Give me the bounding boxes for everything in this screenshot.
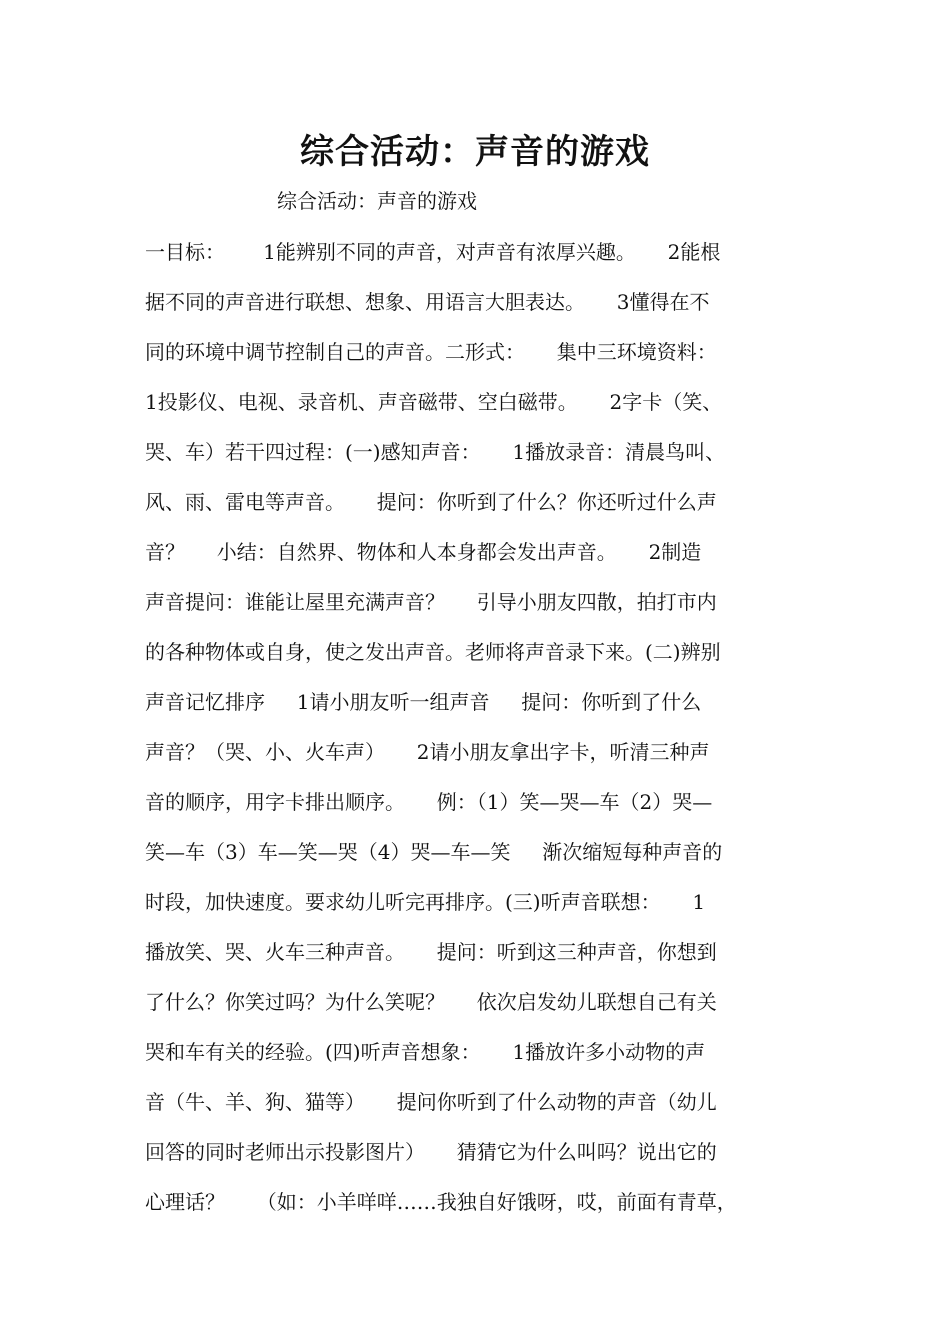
text-line: 音的顺序，用字卡排出顺序。 例：（1）笑—哭—车（2）哭—: [145, 790, 713, 814]
text-line: 1投影仪、电视、录音机、声音磁带、空白磁带。 2字卡（笑、: [145, 390, 723, 414]
text-line: 风、雨、雷电等声音。 提问：你听到了什么？你还听过什么声: [145, 490, 717, 514]
text-line: 音（牛、羊、狗、猫等） 提问你听到了什么动物的声音（幼儿: [145, 1090, 717, 1114]
text-line: 哭、车）若干四过程：(一)感知声音： 1播放录音：清晨鸟叫、: [145, 440, 726, 464]
text-line: 时段，加快速度。要求幼儿听完再排序。(三)听声音联想： 1: [145, 890, 706, 914]
text-line: 声音记忆排序 1请小朋友听一组声音 提问：你听到了什么: [145, 690, 702, 714]
text-line: 同的环境中调节控制自己的声音。二形式： 集中三环境资料：: [145, 340, 717, 364]
text-line: 回答的同时老师出示投影图片） 猜猜它为什么叫吗？说出它的: [145, 1140, 717, 1164]
text-line: 声音提问：谁能让屋里充满声音？ 引导小朋友四散，拍打市内: [145, 590, 717, 614]
text-line: 笑—车（3）车—笑—哭（4）哭—车—笑 渐次缩短每种声音的: [145, 840, 723, 864]
text-line: 音？ 小结：自然界、物体和人本身都会发出声音。 2制造: [145, 540, 702, 564]
text-line: 声音？（哭、小、火车声） 2请小朋友拿出字卡，听清三种声: [145, 740, 710, 764]
text-line: 心理话？ （如：小羊咩咩……我独自好饿呀，哎，前面有青草，: [145, 1190, 737, 1214]
text-line: 据不同的声音进行联想、想象、用语言大胆表达。 3懂得在不: [145, 290, 710, 314]
page-title: 综合活动：声音的游戏: [300, 132, 650, 172]
text-line: 一目标： 1能辨别不同的声音，对声音有浓厚兴趣。 2能根: [145, 240, 721, 264]
page-subtitle: 综合活动：声音的游戏: [277, 189, 477, 213]
text-line: 的各种物体或自身，使之发出声音。老师将声音录下来。(二)辨别: [145, 640, 721, 664]
body-text: [145, 234, 825, 1234]
text-line: 播放笑、哭、火车三种声音。 提问：听到这三种声音，你想到: [145, 940, 717, 964]
text-line: 哭和车有关的经验。(四)听声音想象： 1播放许多小动物的声: [145, 1040, 706, 1064]
text-line: 了什么？你笑过吗？为什么笑呢？ 依次启发幼儿联想自己有关: [145, 990, 717, 1014]
